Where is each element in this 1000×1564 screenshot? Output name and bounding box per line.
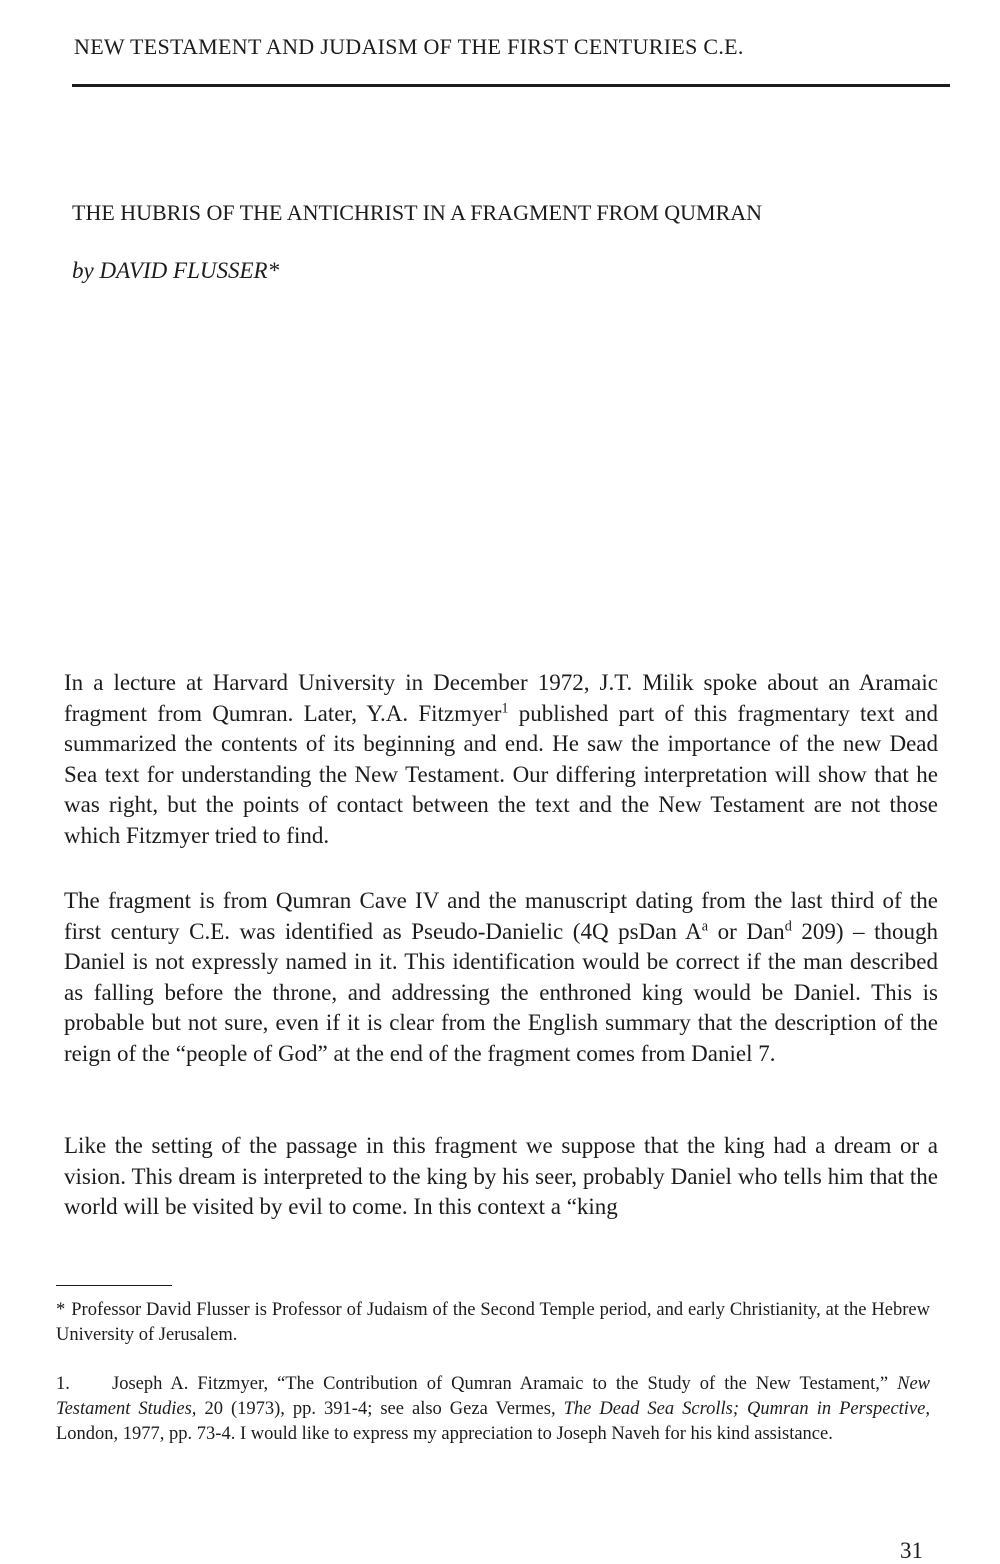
page-number: 31 bbox=[900, 1538, 923, 1563]
paragraph-text: 209) – though Daniel is not expressly named in it. This identification would be correct if the man described as falling before the throne, and addressing the enthroned king would be Daniel. This is probable but not sure, even if it is clear from the English summary that the description of the reign of the “people of God” at the end of the fragment comes from Daniel 7. bbox=[64, 918, 938, 1066]
footnote-text: Professor David Flusser is Professor of Judaism of the Second Temple period, and early Christianity, at the Hebrew University of Jerusalem. bbox=[56, 1300, 930, 1345]
paragraph-text: published part of this fragmentary text and summarized the contents of its beginning and end. He saw the importance of the new Dead Sea text for understanding the New Testament. Our differing interpretation will show that he was right, but the points of contact between the text and the New Testament are not those which Fitzmyer tried to find. bbox=[64, 700, 938, 848]
footnote-text: Joseph A. Fitzmyer, “The Contribution of Qumran Aramaic to the Study of the New Testament,” bbox=[112, 1374, 898, 1394]
footnote-mark: * bbox=[56, 1300, 66, 1320]
running-header-title: NEW TESTAMENT AND JUDAISM OF THE FIRST CENTURIES C.E. bbox=[74, 34, 744, 59]
footnote-separator bbox=[56, 1285, 172, 1286]
author-byline: by DAVID FLUSSER* bbox=[72, 258, 280, 283]
footnote-ref-1: 1 bbox=[501, 699, 509, 716]
paragraph-text: or Dan bbox=[708, 918, 785, 944]
header-rule bbox=[72, 84, 950, 87]
body-paragraph-2 bbox=[64, 886, 938, 1069]
footnote-text: London, 1977, pp. 73-4. I would like to express my appreciation to Joseph Naveh for his kind assistance. bbox=[56, 1424, 833, 1444]
footnote-text: 20 (1973), pp. 391-4; see also Geza Vermes, bbox=[196, 1399, 564, 1419]
book-title: The Dead Sea Scrolls; Qumran in Perspective, bbox=[563, 1399, 930, 1419]
footnote-number: 1. bbox=[56, 1374, 70, 1394]
footnote-author bbox=[56, 1298, 930, 1348]
superscript-d: d bbox=[784, 917, 792, 934]
footnote-1 bbox=[56, 1372, 930, 1447]
article-title: THE HUBRIS OF THE ANTICHRIST IN A FRAGMENT FROM QUMRAN bbox=[72, 200, 763, 225]
paragraph-text: In a lecture at Harvard University in December 1972, J.T. Milik spoke about an Aramaic fragment from Qumran. Later, Y.A. Fitzmyer bbox=[64, 670, 938, 726]
journal-title: New Testament Studies, bbox=[56, 1374, 930, 1419]
paragraph-text: The fragment is from Qumran Cave IV and the manuscript dating from the last third of the first century C.E. was identified as Pseudo-Danielic (4Q psDan A bbox=[64, 888, 938, 944]
superscript-a: a bbox=[701, 917, 709, 934]
body-paragraph-1 bbox=[64, 668, 938, 851]
body-paragraph-3: Like the setting of the passage in this fragment we suppose that the king had a dream or a vision. This dream is interpreted to the king by his seer, probably Daniel who tells him that the world will be visited by evil to come. In this context a “king bbox=[64, 1133, 938, 1219]
